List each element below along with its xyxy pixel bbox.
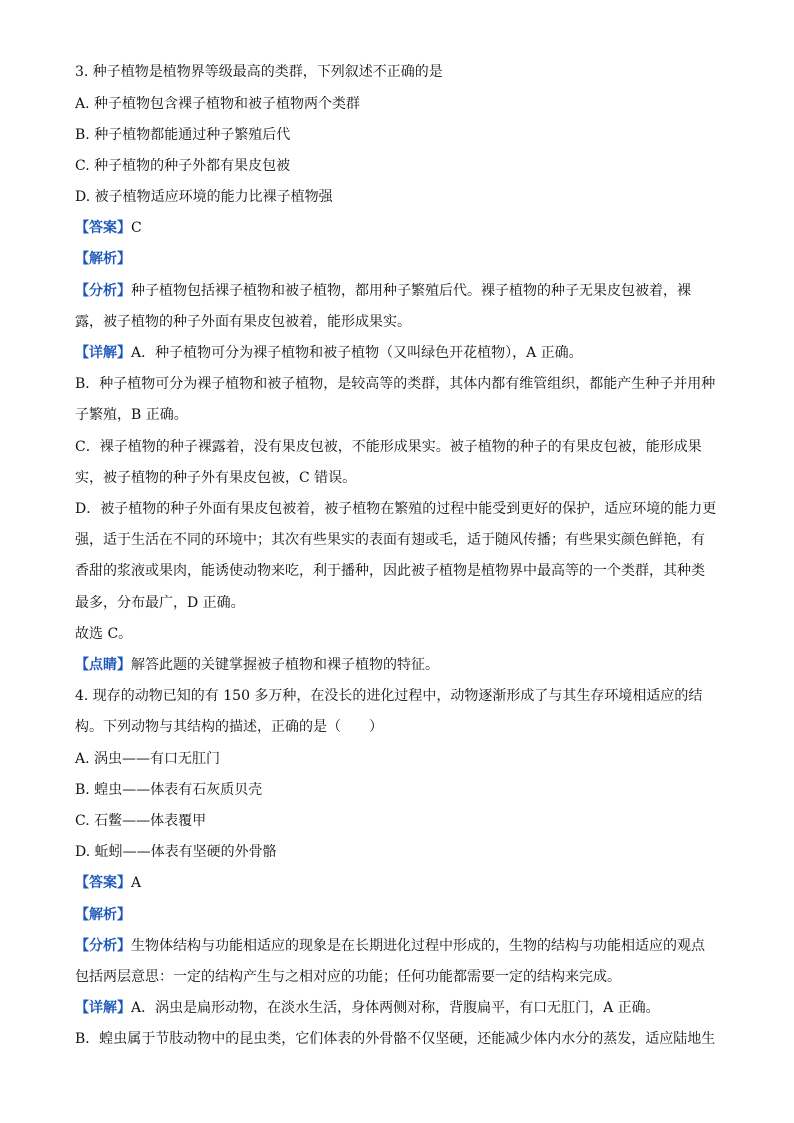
question-4-option-d: D. 蚯蚓——体表有坚硬的外骨骼 — [75, 844, 277, 860]
question-4-analysis-heading — [75, 905, 131, 925]
question-3-fenxi-line-2: 露，被子植物的种子外面有果皮包被着，能形成果实。 — [75, 314, 411, 330]
question-3-option-a: A. 种子植物包含裸子植物和被子植物两个类群 — [75, 96, 361, 112]
question-3-xiangjie-line-2: B．种子植物可分为裸子植物和被子植物，是较高等的类群，其体内都有维管组织，都能产生种子并用种 — [75, 376, 716, 392]
question-3-conclusion: 故选 C。 — [75, 626, 133, 642]
fenxi-text: 种子植物包括裸子植物和被子植物，都用种子繁殖后代。裸子植物的种子无果皮包被着，裸 — [131, 283, 691, 299]
xiangjie-tag: 【详解】 — [75, 345, 131, 361]
question-4-fenxi-line-1 — [75, 936, 705, 956]
question-3-xiangjie-line-1 — [75, 343, 583, 363]
analysis-tag: 【解析】 — [75, 251, 131, 267]
question-3-xiangjie-line-9: 最多，分布最广，D 正确。 — [75, 595, 245, 611]
answer-value: C — [131, 220, 142, 236]
question-4-xiangjie-line-1 — [75, 998, 660, 1018]
question-4-stem-line-1: 4. 现存的动物已知的有 150 多万种，在没长的进化过程中，动物逐渐形成了与其生存环境相适应的结 — [75, 688, 703, 704]
answer-tag: 【答案】 — [75, 875, 131, 891]
question-3-option-d: D. 被子植物适应环境的能力比裸子植物强 — [75, 189, 333, 205]
question-3-xiangjie-line-6: D．被子植物的种子外面有果皮包被着，被子植物在繁殖的过程中能受到更好的保护，适应环境的能力更 — [75, 501, 717, 517]
question-3-xiangjie-line-4: C．裸子植物的种子裸露着，没有果皮包被，不能形成果实。被子植物的种子的有果皮包被，能形成果 — [75, 439, 702, 455]
question-3-dianjing — [75, 655, 439, 675]
answer-value: A — [131, 875, 142, 891]
dianjing-tag: 【点睛】 — [75, 657, 131, 673]
question-4-option-c: C. 石鳖——体表覆甲 — [75, 813, 207, 829]
question-4-option-b: B. 蝗虫——体表有石灰质贝壳 — [75, 782, 263, 798]
question-3-option-c: C. 种子植物的种子外都有果皮包被 — [75, 158, 291, 174]
question-3-xiangjie-line-7: 强，适于生活在不同的环境中；其次有些果实的表面有翅或毛，适于随风传播；有些果实颜色鲜艳，有 — [75, 532, 705, 548]
question-4-option-a: A. 涡虫——有口无肛门 — [75, 751, 221, 767]
question-3-xiangjie-line-8: 香甜的浆液或果肉，能诱使动物来吃，利于播种，因此被子植物是植物界中最高等的一个类群，其种类 — [75, 563, 705, 579]
dianjing-text: 解答此题的关键掌握被子植物和裸子植物的特征。 — [131, 657, 439, 673]
xiangjie-tag: 【详解】 — [75, 1000, 131, 1016]
fenxi-tag: 【分析】 — [75, 283, 131, 299]
question-3-option-b: B. 种子植物都能通过种子繁殖后代 — [75, 127, 291, 143]
question-3-fenxi-line-1 — [75, 281, 691, 301]
xiangjie-text: A．种子植物可分为裸子植物和被子植物（又叫绿色开花植物），A 正确。 — [131, 345, 583, 361]
question-3-stem: 3. 种子植物是植物界等级最高的类群，下列叙述不正确的是 — [75, 64, 443, 80]
fenxi-tag: 【分析】 — [75, 938, 131, 954]
question-3-analysis-heading — [75, 249, 131, 269]
question-4-answer — [75, 873, 141, 893]
question-4-xiangjie-line-2: B．蝗虫属于节肢动物中的昆虫类，它们体表的外骨骼不仅坚硬，还能减少体内水分的蒸发，适应陆地生 — [75, 1031, 716, 1047]
analysis-tag: 【解析】 — [75, 907, 131, 923]
question-4-fenxi-line-2: 包括两层意思：一定的结构产生与之相对应的功能；任何功能都需要一定的结构来完成。 — [75, 969, 621, 985]
answer-tag: 【答案】 — [75, 220, 131, 236]
fenxi-text: 生物体结构与功能相适应的现象是在长期进化过程中形成的，生物的结构与功能相适应的观点 — [131, 938, 705, 954]
question-3-xiangjie-line-3: 子繁殖，B 正确。 — [75, 407, 188, 423]
xiangjie-text: A．涡虫是扁形动物，在淡水生活，身体两侧对称，背腹扁平，有口无肛门，A 正确。 — [131, 1000, 660, 1016]
question-3-answer — [75, 218, 142, 238]
question-4-stem-line-2: 构。下列动物与其结构的描述，正确的是（ ） — [75, 719, 383, 735]
question-3-xiangjie-line-5: 实，被子植物的种子外有果皮包被，C 错误。 — [75, 470, 357, 486]
